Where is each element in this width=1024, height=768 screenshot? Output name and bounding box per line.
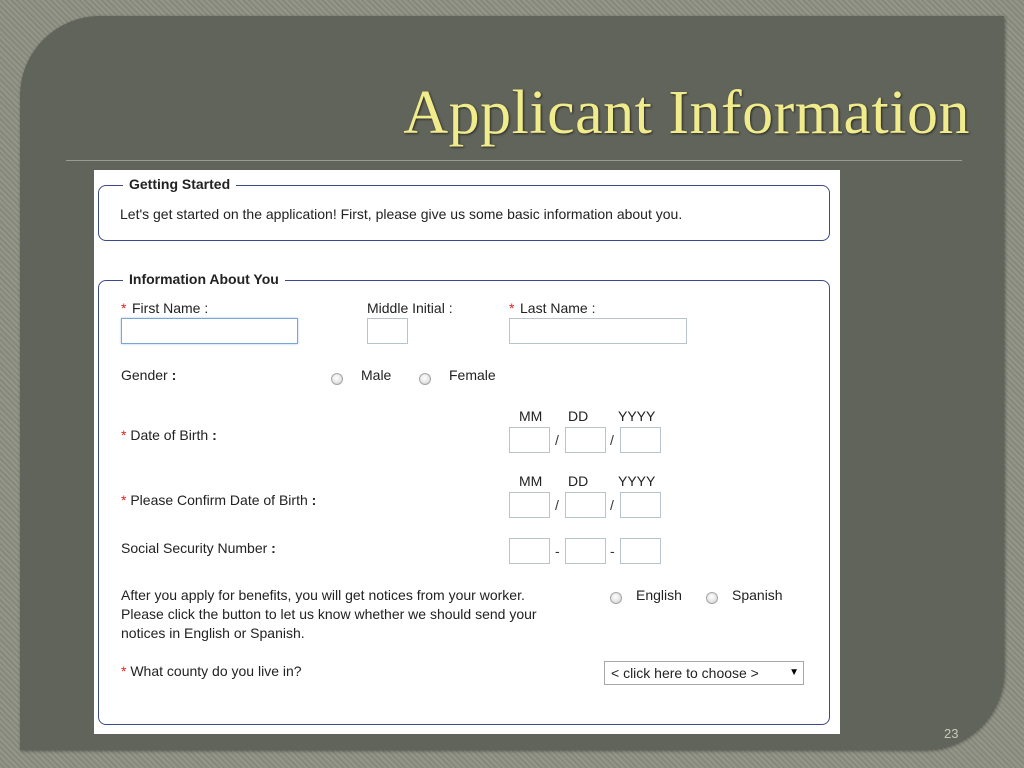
dob-label-text: Date of Birth [130, 427, 209, 443]
confirm-dob-month-input[interactable] [509, 492, 550, 518]
gender-label-text: Gender [121, 367, 168, 383]
male-label: Male [361, 367, 392, 383]
confirm-dob-header-mm: MM [519, 473, 543, 489]
ssn-label-text: Social Security Number [121, 540, 268, 556]
english-label: English [636, 587, 682, 603]
ssn-part1-input[interactable] [509, 538, 550, 564]
ssn-label [121, 540, 276, 556]
slide-number: 23 [944, 726, 959, 741]
dob-year-input[interactable] [620, 427, 661, 453]
spanish-radio[interactable] [706, 592, 718, 604]
slide-title: Applicant Information [403, 79, 970, 147]
required-marker: * [121, 300, 127, 316]
application-form-screenshot [94, 170, 840, 734]
dropdown-arrow-icon: ▼ [789, 667, 799, 678]
confirm-dob-header-dd: DD [568, 473, 589, 489]
dob-header-mm: MM [519, 408, 543, 424]
date-separator: / [555, 497, 559, 513]
notice-text-line1: After you apply for benefits, you will get notices from your worker. [121, 587, 525, 603]
dob-label [121, 427, 217, 443]
last-name-input[interactable] [509, 318, 687, 344]
required-marker: * [121, 492, 127, 508]
ssn-part2-input[interactable] [565, 538, 606, 564]
dob-day-input[interactable] [565, 427, 606, 453]
confirm-dob-colon: : [311, 492, 317, 508]
gender-label [121, 367, 176, 383]
county-label-text: What county do you live in? [130, 663, 302, 679]
date-separator: / [610, 497, 614, 513]
county-label [121, 663, 302, 679]
middle-initial-input[interactable] [367, 318, 408, 344]
title-divider [66, 160, 962, 161]
confirm-dob-header-yyyy: YYYY [618, 473, 656, 489]
spanish-label: Spanish [732, 587, 783, 603]
date-separator: / [555, 432, 559, 448]
intro-text: Let's get started on the application! First, please give us some basic information about you. [120, 206, 683, 222]
female-label: Female [449, 367, 496, 383]
county-select-value: < click here to choose > [611, 665, 759, 681]
confirm-dob-year-input[interactable] [620, 492, 661, 518]
required-marker: * [121, 427, 127, 443]
ssn-colon: : [271, 540, 276, 556]
dob-header-dd: DD [568, 408, 589, 424]
required-marker: * [509, 300, 515, 316]
middle-initial-label: Middle Initial : [367, 300, 453, 316]
first-name-label: First Name : [132, 300, 209, 316]
confirm-dob-day-input[interactable] [565, 492, 606, 518]
confirm-dob-label [121, 492, 316, 508]
getting-started-section [98, 176, 830, 241]
information-about-you-legend: Information About You [123, 271, 285, 287]
female-radio[interactable] [419, 373, 431, 385]
last-name-label: Last Name : [520, 300, 596, 316]
dob-header-yyyy: YYYY [618, 408, 656, 424]
dob-month-input[interactable] [509, 427, 550, 453]
ssn-separator: - [555, 543, 560, 559]
male-radio[interactable] [331, 373, 343, 385]
county-select[interactable] [604, 661, 804, 685]
date-separator: / [610, 432, 614, 448]
dob-colon: : [212, 427, 217, 443]
notice-text-line3: notices in English or Spanish. [121, 625, 305, 641]
confirm-dob-label-text: Please Confirm Date of Birth [130, 492, 308, 508]
required-marker: * [121, 663, 127, 679]
first-name-input[interactable] [121, 318, 298, 344]
ssn-separator: - [610, 543, 615, 559]
getting-started-legend: Getting Started [123, 176, 236, 192]
ssn-part3-input[interactable] [620, 538, 661, 564]
gender-colon: : [171, 367, 177, 383]
english-radio[interactable] [610, 592, 622, 604]
notice-text-line2: Please click the button to let us know whether we should send your [121, 606, 537, 622]
